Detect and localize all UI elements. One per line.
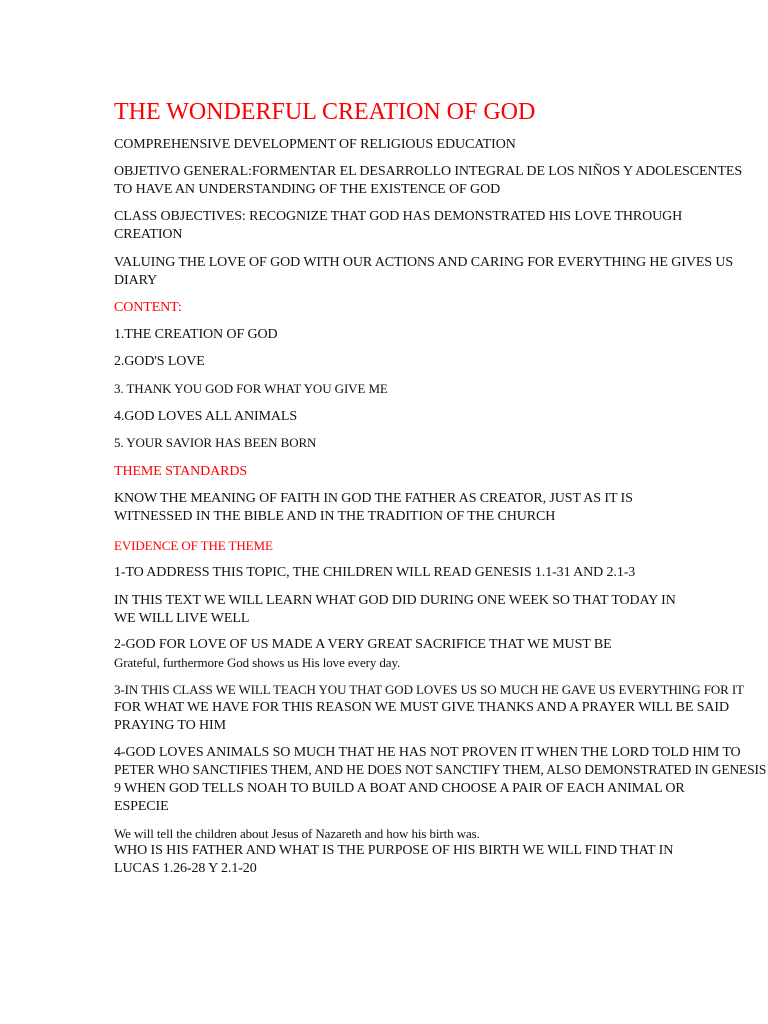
evidence-2-line-2: Grateful, furthermore God shows us His love every day. <box>114 655 401 670</box>
general-objective-line-2: TO HAVE AN UNDERSTANDING OF THE EXISTENCE OF GOD <box>114 182 501 197</box>
evidence-3-line-3: PRAYING TO HIM <box>114 718 226 733</box>
content-heading: CONTENT: <box>114 300 182 315</box>
evidence-4-line-1: 4-GOD LOVES ANIMALS SO MUCH THAT HE HAS NOT PROVEN IT WHEN THE LORD TOLD HIM TO <box>114 745 741 760</box>
evidence-heading: EVIDENCE OF THE THEME <box>114 538 273 553</box>
evidence-3-line-2: FOR WHAT WE HAVE FOR THIS REASON WE MUST GIVE THANKS AND A PRAYER WILL BE SAID <box>114 700 730 715</box>
standards-text-line-1: KNOW THE MEANING OF FAITH IN GOD THE FATHER AS CREATOR, JUST AS IT IS <box>114 491 633 506</box>
evidence-3-line-1: 3-IN THIS CLASS WE WILL TEACH YOU THAT GOD LOVES US SO MUCH HE GAVE US EVERYTHING FOR IT <box>114 682 744 697</box>
content-item: 5. YOUR SAVIOR HAS BEEN BORN <box>114 435 317 450</box>
document-subtitle: COMPREHENSIVE DEVELOPMENT OF RELIGIOUS EDUCATION <box>114 137 516 152</box>
general-objective-line-1: OBJETIVO GENERAL:FORMENTAR EL DESARROLLO INTEGRAL DE LOS NIÑOS Y ADOLESCENTES <box>114 164 743 179</box>
evidence-4-line-4: ESPECIE <box>114 799 169 814</box>
evidence-5-line-3: LUCAS 1.26-28 Y 2.1-20 <box>114 861 257 876</box>
evidence-4-line-3: 9 WHEN GOD TELLS NOAH TO BUILD A BOAT AND CHOOSE A PAIR OF EACH ANIMAL OR <box>114 781 685 796</box>
evidence-1: 1-TO ADDRESS THIS TOPIC, THE CHILDREN WILL READ GENESIS 1.1-31 AND 2.1-3 <box>114 565 636 580</box>
class-objectives-line-2: CREATION <box>114 227 183 242</box>
content-item: 2.GOD'S LOVE <box>114 354 205 369</box>
evidence-4-line-2: PETER WHO SANCTIFIES THEM, AND HE DOES NOT SANCTIFY THEM, ALSO DEMONSTRATED IN GENESIS <box>114 763 767 778</box>
standards-text-line-2: WITNESSED IN THE BIBLE AND IN THE TRADITION OF THE CHURCH <box>114 509 556 524</box>
content-item: 3. THANK YOU GOD FOR WHAT YOU GIVE ME <box>114 381 388 396</box>
standards-heading: THEME STANDARDS <box>114 464 248 479</box>
class-objectives-line-1: CLASS OBJECTIVES: RECOGNIZE THAT GOD HAS DEMONSTRATED HIS LOVE THROUGH <box>114 209 683 224</box>
content-item: 1.THE CREATION OF GOD <box>114 327 278 342</box>
content-item: 4.GOD LOVES ALL ANIMALS <box>114 409 298 424</box>
evidence-5-line-2: WHO IS HIS FATHER AND WHAT IS THE PURPOSE OF HIS BIRTH WE WILL FIND THAT IN <box>114 843 674 858</box>
evidence-5-line-1: We will tell the children about Jesus of Nazareth and how his birth was. <box>114 826 480 841</box>
evidence-1b-line-2: WE WILL LIVE WELL <box>114 611 250 626</box>
valuing-line-1: VALUING THE LOVE OF GOD WITH OUR ACTIONS AND CARING FOR EVERYTHING HE GIVES US <box>114 255 734 270</box>
document-title: THE WONDERFUL CREATION OF GOD <box>114 99 536 125</box>
evidence-2-line-1: 2-GOD FOR LOVE OF US MADE A VERY GREAT SACRIFICE THAT WE MUST BE <box>114 637 612 652</box>
evidence-1b-line-1: IN THIS TEXT WE WILL LEARN WHAT GOD DID DURING ONE WEEK SO THAT TODAY IN <box>114 593 676 608</box>
valuing-line-2: DIARY <box>114 273 158 288</box>
